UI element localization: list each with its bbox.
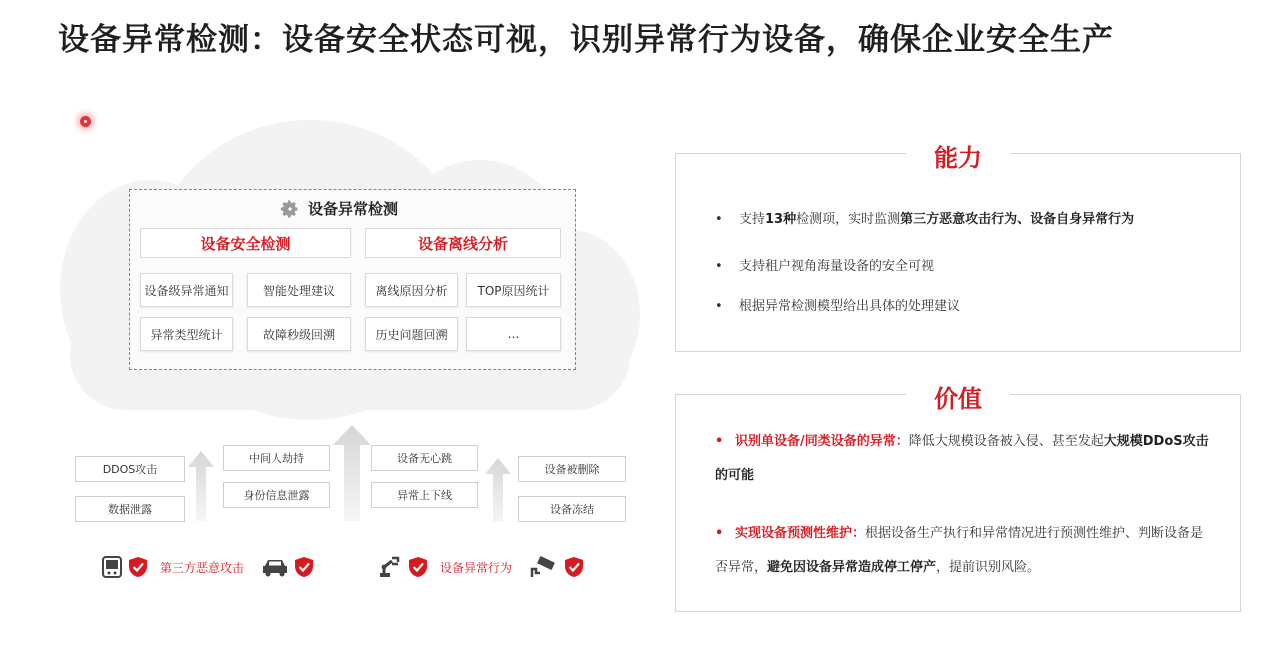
cell-fault-trace: 故障秒级回溯 xyxy=(247,317,351,351)
up-arrow-icon xyxy=(485,458,511,522)
cell-history-trace: 历史问题回溯 xyxy=(365,317,458,351)
capability-panel xyxy=(675,144,1241,352)
capability-item-3: • 根据异常检测模型给出具体的处理建议 xyxy=(715,299,961,314)
threat-mitm: 中间人劫持 xyxy=(223,445,330,471)
shield-icon xyxy=(408,556,428,578)
value-item-1: • 识别单设备/同类设备的异常：降低大规模设备被入侵、甚至发起大规模DDoS攻击的可能 xyxy=(715,434,1209,483)
cell-more: ... xyxy=(466,317,561,351)
laser-pointer-dot xyxy=(80,116,91,127)
legend-third-party-label: 第三方恶意攻击 xyxy=(160,560,245,575)
threat-device-deleted: 设备被删除 xyxy=(518,456,626,482)
category-security-detection: 设备安全检测 xyxy=(140,228,351,258)
cell-top-cause: TOP原因统计 xyxy=(466,273,561,307)
shield-icon xyxy=(128,556,148,578)
cell-offline-cause: 离线原因分析 xyxy=(365,273,458,307)
category-offline-analysis: 设备离线分析 xyxy=(365,228,561,258)
shield-icon xyxy=(564,556,584,578)
gear-icon xyxy=(280,199,300,219)
capability-item-2: • 支持租户视角海量设备的安全可视 xyxy=(715,259,935,274)
shield-icon xyxy=(294,556,314,578)
threat-ddos: DDOS攻击 xyxy=(75,456,185,482)
cell-smart-suggestion: 智能处理建议 xyxy=(247,273,351,307)
capability-title: 能力 xyxy=(906,138,1010,173)
module-header xyxy=(280,198,398,219)
up-arrow-icon xyxy=(188,451,214,521)
module-heading: 设备异常检测 xyxy=(308,200,399,218)
cell-anomaly-stats: 异常类型统计 xyxy=(140,317,233,351)
tablet-icon xyxy=(102,556,122,578)
up-arrow-icon xyxy=(333,425,371,521)
value-panel xyxy=(675,385,1241,612)
value-title: 价值 xyxy=(906,379,1010,414)
legend-device-abnormal xyxy=(378,556,584,578)
threat-device-frozen: 设备冻结 xyxy=(518,496,626,522)
threat-no-heartbeat: 设备无心跳 xyxy=(371,445,478,471)
threat-abnormal-online: 异常上下线 xyxy=(371,482,478,508)
legend-third-party xyxy=(102,556,314,578)
robot-arm-icon xyxy=(378,556,402,578)
threat-data-leak: 数据泄露 xyxy=(75,496,185,522)
car-icon xyxy=(262,557,288,577)
legend-device-abnormal-label: 设备异常行为 xyxy=(440,560,513,575)
page-title: 设备异常检测：设备安全状态可视，识别异常行为设备，确保企业安全生产 xyxy=(58,22,1114,58)
threat-identity-leak: 身份信息泄露 xyxy=(223,482,330,508)
cell-device-alert: 设备级异常通知 xyxy=(140,273,233,307)
camera-icon xyxy=(530,556,558,578)
capability-item-1: • 支持13种检测项，实时监测第三方恶意攻击行为、设备自身异常行为 xyxy=(715,212,1135,227)
value-item-2: • 实现设备预测性维护：根据设备生产执行和异常情况进行预测性维护、判断设备是否异常，避免因设备异常造成停工停产，提前识别风险。 xyxy=(715,526,1204,575)
